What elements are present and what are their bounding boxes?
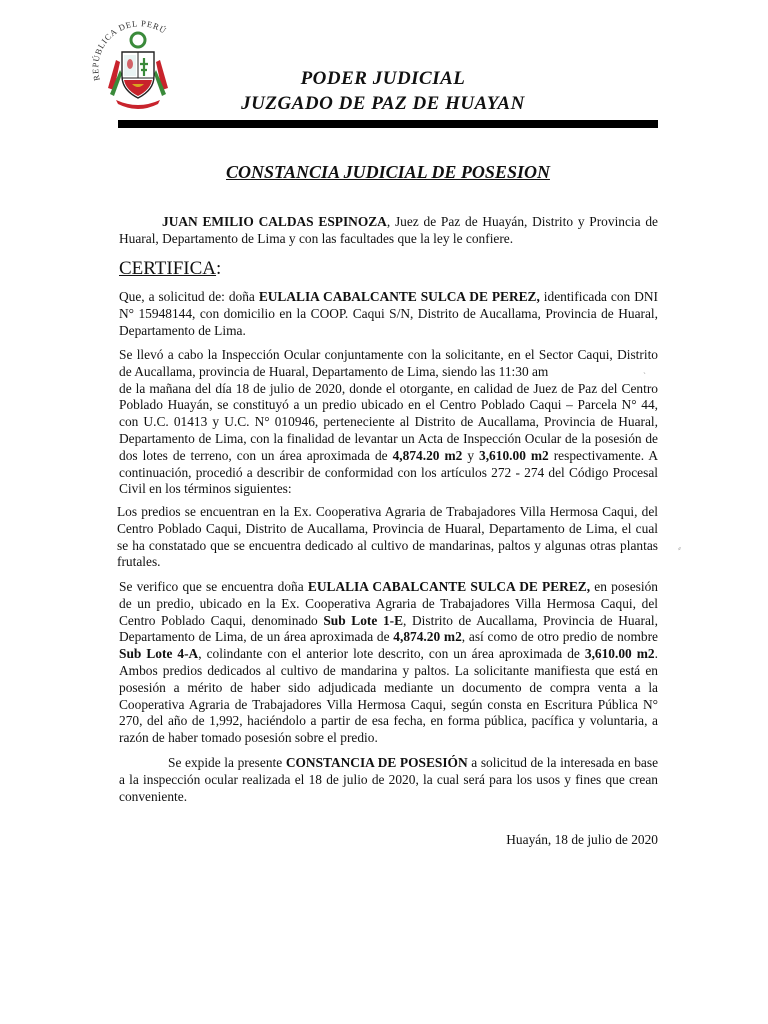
p2-text-a: Se llevó a cabo la Inspección Ocular conjuntamente con la solicitante, en el Sector Caqui, Distrito de Aucallama, provincia de Huaral, Departamento de Lima, siendo las 11:30 am (119, 347, 658, 379)
paragraph-inspection (119, 347, 658, 498)
paragraph-request (119, 289, 658, 339)
p5-text-a: Se expide la presente (168, 755, 286, 770)
p2-text-f: respectivamente. A continuación, procedió a describir de conformidad con los artículos 272 - 274 del Código Procesal Civil en los términos siguientes: (119, 447, 658, 497)
p4-text-e: , Distrito de Aucallama, Provincia de Huaral, Departamento de Lima, de un área aproximada de (119, 612, 658, 645)
lot-2-area: 3,610.00 m2 (584, 646, 655, 662)
judge-name: JUAN EMILIO CALDAS ESPINOZA (162, 214, 387, 229)
p4-text-k: . Ambos predios dedicados al cultivo de mandarina y paltos. La solicitante manifiesta que está en posesión a mérito de haber sido adjudicada mediante un documento de compra venta a la Cooperativa Agraria de Trabajadores Villa Hermosa Caqui, según consta en Escritura Pública N° 270, del año de 1,992, haciéndolo a partir de esa fecha, en forma pública, pacífica y voluntaria, a razón de haber tomado posesión sobre el predio. (119, 646, 658, 746)
header-court-office: JUZGADO DE PAZ DE HUAYAN (241, 93, 525, 114)
intro-text: , Juez de Paz de Huayán, Distrito y Provincia de Huaral, Departamento de Lima y con las facultades que la ley le confiere. (119, 214, 658, 246)
lot-1: Sub Lote 1-E (323, 612, 404, 628)
p2-text-d: y (462, 447, 480, 463)
p5-text-c: a solicitud de la interesada en base a la inspección ocular realizada el 18 de julio de 2020, la cual será para los usos y fines que crean conveniente. (119, 755, 659, 804)
area-1: 4,874.20 m2 (392, 447, 463, 463)
scan-speck: ˎ (643, 364, 646, 374)
paragraph-issuance (119, 755, 658, 805)
applicant-name: EULALIA CABALCANTE SULCA DE PEREZ, (258, 289, 540, 304)
scan-speck: ⸗ (678, 543, 681, 553)
certifica-colon: : (216, 258, 222, 279)
certifica-word: CERTIFICA (119, 258, 217, 279)
area-2: 3,610.00 m2 (479, 447, 549, 463)
document-title: CONSTANCIA JUDICIAL DE POSESION (226, 162, 550, 182)
intro-paragraph (119, 214, 658, 248)
issue-date: Huayán, 18 de julio de 2020 (506, 832, 658, 847)
p4-text-c: en posesión de un predio, ubicado en la Ex. Cooperativa Agraria de Trabajadores Villa Hermosa Caqui, del Centro Poblado Caqui, denominado (119, 579, 659, 628)
paragraph-verification (119, 579, 658, 747)
lot-2: Sub Lote 4-A (119, 646, 199, 662)
applicant-name-2: EULALIA CABALCANTE SULCA DE PEREZ, (307, 579, 591, 594)
lot-1-area: 4,874.20 m2 (393, 629, 462, 645)
p4-text-a: Se verifico que se encuentra doña (119, 579, 308, 594)
p4-text-g: , así como de otro predio de nombre (461, 629, 658, 645)
seal-ring-text: REPÚBLICA DEL PERÚ (90, 18, 169, 82)
certificate-name: CONSTANCIA DE POSESIÓN (285, 755, 468, 770)
certifica-heading (119, 258, 221, 280)
p1-text-c: identificada con DNI N° 15948144, con domicilio en la COOP. Caqui S/N, Distrito de Aucallama, Provincia de Huaral, Departamento de Lima. (119, 289, 658, 338)
header-divider (118, 120, 658, 128)
p1-text-a: Que, a solicitud de: doña (119, 289, 259, 304)
p4-text-i: , colindante con el anterior lote descrito, con un área aproximada de (198, 646, 585, 662)
paragraph-description: Los predios se encuentran en la Ex. Cooperativa Agraria de Trabajadores Villa Hermosa Caqui, del Centro Poblado Caqui, Distrito de Aucallama, Provincia de Huaral, Departamento de Lima, el cual se ha constatado que se encuentra dedicado al cultivo de mandarinas, paltos y algunas otras plantas frutales. (117, 504, 658, 570)
p2-text-b: de la mañana del día 18 de julio de 2020, donde el otorgante, en calidad de Juez de Paz del Centro Poblado Huayán, se constituyó a un predio ubicado en el Centro Poblado Caqui – Parcela N° 44, con U.C. 01413 y U.C. N° 010946, perteneciente al Distrito de Aucallama, Provincia de Huaral, Departamento de Lima, con la finalidad de levantar un Acta de Inspección Ocular de la posesión de dos lotes de terreno, con un área aproximada de (119, 380, 658, 463)
header-court-name: PODER JUDICIAL (300, 68, 466, 89)
